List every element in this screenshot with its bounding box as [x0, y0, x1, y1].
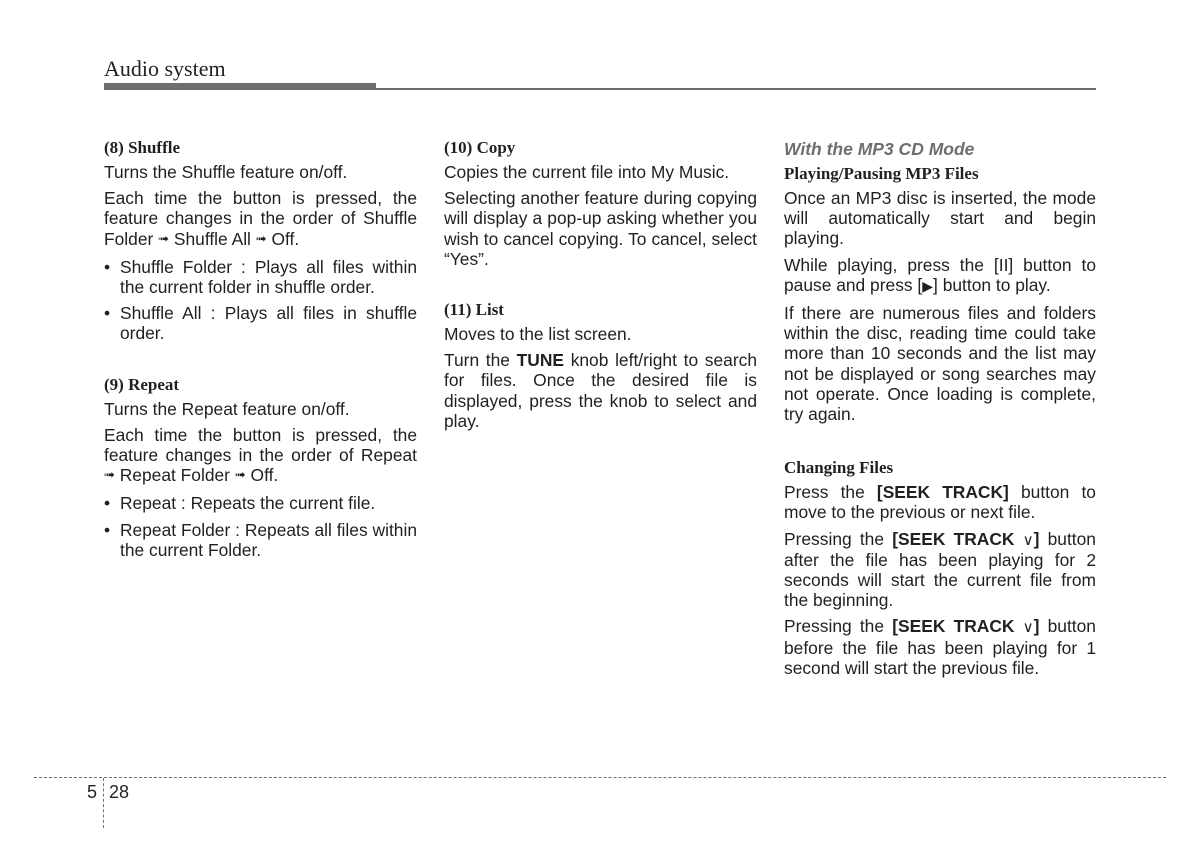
paragraph: Once an MP3 disc is inserted, the mode will automatically start and begin playing.: [784, 188, 1096, 249]
paragraph: [444, 350, 757, 431]
text-span: [SEEK TRACK: [892, 616, 1015, 637]
section-heading: (9) Repeat: [104, 374, 180, 394]
paragraph: [784, 616, 1096, 678]
header-rule-thick: [104, 83, 376, 90]
section-copy: [444, 138, 757, 269]
chapter-number: 5: [87, 782, 98, 802]
paragraph: Turns the Shuffle feature on/off.: [104, 162, 348, 182]
chevron-down-icon: ∨: [1022, 530, 1034, 549]
text-span: Shuffle All: [173, 228, 251, 249]
bullet-icon: •: [104, 519, 111, 540]
paragraph: [784, 482, 1096, 522]
section-playing: [784, 164, 1096, 424]
text-span: Turn the: [444, 350, 510, 371]
bullet-item: [104, 520, 417, 560]
section-shuffle: [104, 138, 417, 344]
bullet-text: Repeat Folder : Repeats all files within the current Folder.: [120, 519, 417, 560]
text-span: knob left/right to search for files. Once the desired file is displayed, press the knob to select and play.: [444, 350, 757, 431]
text-span: button to move to the previous or next file.: [784, 482, 1096, 523]
page-header-title: Audio system: [104, 56, 226, 81]
text-span: [SEEK TRACK: [892, 528, 1015, 549]
column-left: [104, 138, 417, 566]
paragraph: Copies the current file into My Music.: [444, 162, 730, 182]
paragraph: Selecting another feature during copying will display a pop-up asking whether you wish to cancel copying. To cancel, select “Yes”.: [444, 188, 757, 269]
arrow-icon: ➟: [255, 230, 267, 246]
header-rule-thin: [376, 88, 1096, 90]
footer-dashed-rule: [34, 777, 1166, 778]
section-heading: (10) Copy: [444, 138, 516, 157]
text-span: Off.: [271, 228, 300, 249]
section-heading: Playing/Pausing MP3 Files: [784, 164, 979, 183]
play-icon: ▶: [922, 278, 934, 295]
tune-knob-label: TUNE: [516, 350, 564, 371]
arrow-icon: ➟: [104, 467, 115, 483]
paragraph: If there are numerous files and folders within the disc, reading time could take more than 10 seconds and the list may not be displayed or song searches may not operate. Once loading is complete, try again.: [784, 303, 1096, 425]
arrow-icon: ➟: [234, 467, 246, 483]
page-number: 28: [109, 782, 130, 802]
paragraph: Moves to the list screen.: [444, 324, 632, 345]
text-span: Press the: [784, 482, 865, 503]
section-list: [444, 300, 757, 431]
chevron-down-icon: ∨: [1022, 618, 1034, 637]
paragraph: [784, 255, 1096, 297]
text-span: Off.: [250, 465, 279, 486]
paragraph: Turns the Repeat feature on/off.: [104, 398, 350, 419]
bullet-icon: •: [104, 303, 111, 324]
bullet-item: [104, 493, 417, 513]
text-span: While playing, press the [II] button to pause and press [: [784, 254, 1096, 295]
bullet-item: [104, 257, 417, 297]
paragraph: [104, 188, 417, 251]
section-repeat: [104, 375, 417, 560]
column-middle: [444, 138, 757, 437]
bullet-text: Repeat : Repeats the current file.: [120, 493, 376, 514]
footer-vertical-dashed-rule: [103, 778, 104, 828]
section-heading: (8) Shuffle: [104, 138, 181, 157]
seek-track-down-label: [892, 529, 1039, 549]
text-span: ]: [1033, 528, 1040, 549]
text-span: Repeat Folder: [119, 465, 230, 486]
column-right: [784, 138, 1096, 684]
bullet-icon: •: [104, 493, 111, 514]
arrow-icon: ➟: [158, 230, 170, 246]
spacer: [444, 275, 757, 300]
text-span: button after the file has been playing for 2 seconds will start the current file from the beginning.: [784, 528, 1096, 611]
section-changing: [784, 458, 1096, 678]
seek-track-down-label: [892, 616, 1039, 636]
text-span: Each time the button is pressed, the feature changes in the order of Repeat: [104, 424, 417, 466]
text-span: Pressing the: [784, 528, 885, 549]
spacer: [784, 430, 1096, 458]
text-span: ]: [1033, 616, 1040, 637]
spacer: [104, 350, 417, 375]
paragraph: [784, 529, 1096, 611]
bullet-text: Shuffle Folder : Plays all files within the current folder in shuffle order.: [120, 256, 417, 298]
text-span: ] button to play.: [933, 274, 1051, 295]
paragraph: [104, 425, 417, 488]
bullet-text: Shuffle All : Plays all files in shuffle order.: [120, 303, 417, 344]
text-span: Pressing the: [784, 616, 885, 637]
section-heading: (11) List: [444, 300, 504, 320]
text-span: Each time the button is pressed, the feature changes in the order of Shuffle Folder: [104, 188, 417, 249]
text-span: button before the file has been playing for 1 second will start the previous file.: [784, 616, 1096, 678]
section-heading: Changing Files: [784, 458, 894, 478]
bullet-icon: •: [104, 256, 111, 277]
bullet-item: [104, 303, 417, 343]
mode-title: With the MP3 CD Mode: [784, 139, 975, 159]
seek-track-label: [SEEK TRACK]: [876, 482, 1009, 503]
